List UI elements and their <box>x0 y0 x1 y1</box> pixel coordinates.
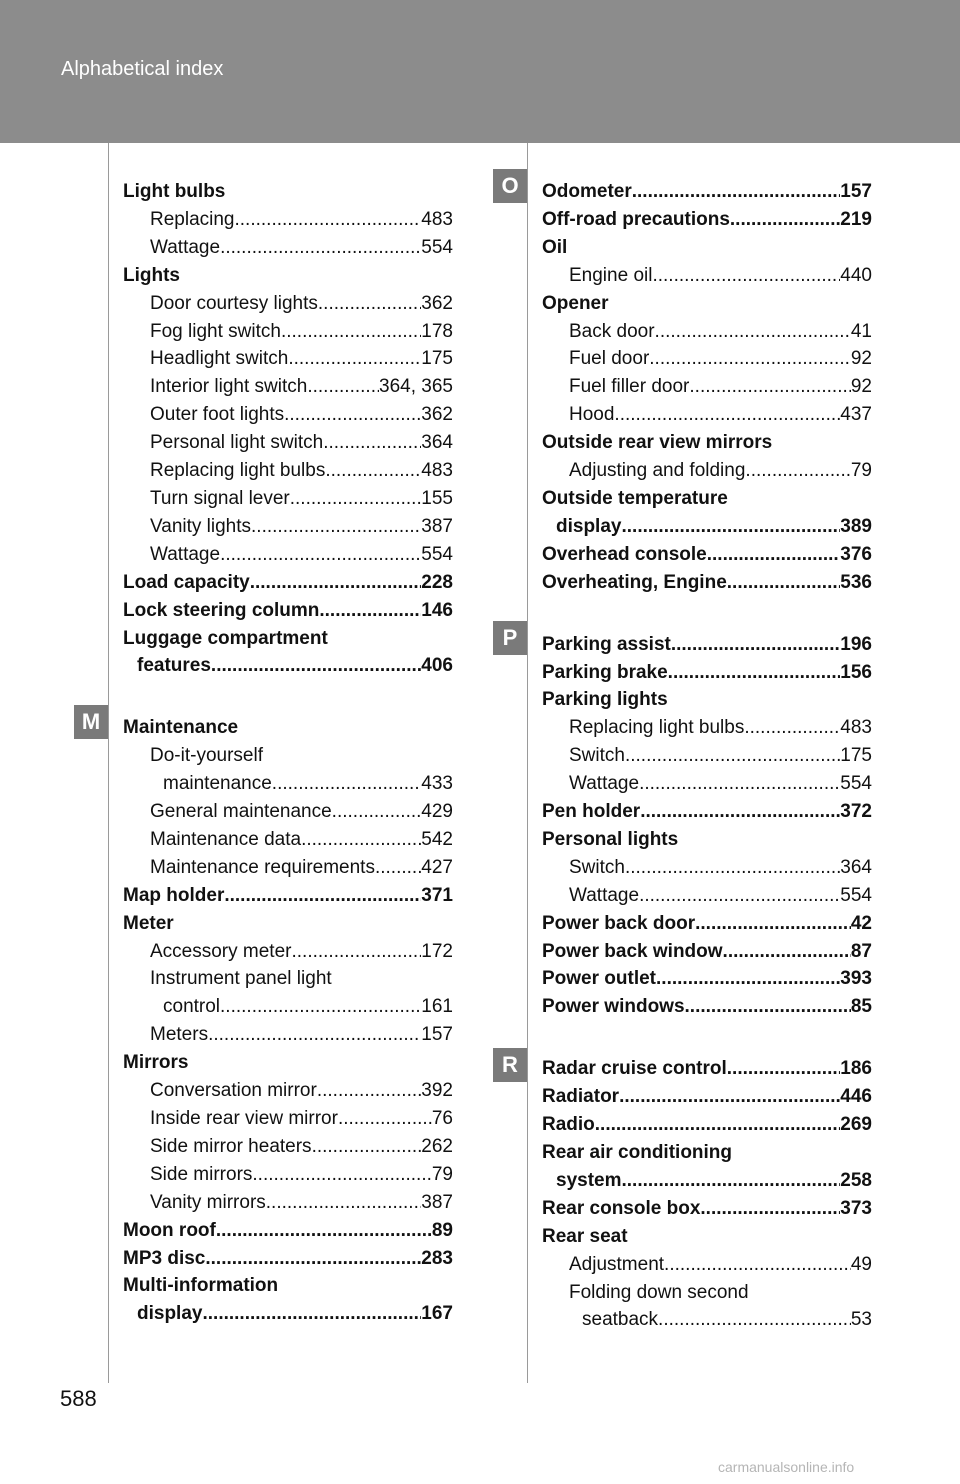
dot-leader <box>625 854 840 882</box>
index-subentry <box>123 206 453 234</box>
page-reference: 483 <box>840 717 872 739</box>
entry-term: Inside rear view mirror <box>150 1108 338 1129</box>
dot-leader <box>216 1217 432 1245</box>
entry-term: Parking lights <box>542 689 668 711</box>
page-reference: 362 <box>421 292 453 314</box>
index-subentry <box>123 513 453 541</box>
entry-term: Outer foot lights <box>150 404 285 426</box>
dot-leader <box>266 1189 422 1217</box>
dot-leader <box>619 1083 840 1111</box>
page-reference: 161 <box>421 996 453 1018</box>
entry-term: Vanity mirrors <box>150 1191 266 1213</box>
page-reference: 362 <box>421 404 453 426</box>
page-reference: 373 <box>840 1197 872 1219</box>
page-reference: 175 <box>840 745 872 767</box>
page-reference: 372 <box>840 801 872 823</box>
entry-term: display <box>137 1303 203 1325</box>
entry-term: Accessory meter <box>150 940 292 962</box>
letter-tab-p: P <box>493 621 527 655</box>
entry-term: Switch <box>569 745 625 767</box>
entry-term: display <box>556 515 622 537</box>
index-subentry <box>542 457 872 485</box>
index-subentry <box>123 290 453 318</box>
entry-term: maintenance <box>163 773 272 795</box>
index-subentry <box>542 854 872 882</box>
page-reference: 157 <box>840 181 872 202</box>
dot-leader <box>689 373 850 401</box>
index-entry <box>542 569 872 597</box>
page-reference: 146 <box>421 599 453 621</box>
entry-term: Overheating, Engine <box>542 571 727 593</box>
letter-tab-o: O <box>493 169 527 203</box>
index-subentry <box>123 993 453 1021</box>
dot-leader <box>211 652 421 680</box>
index-subentry <box>542 1279 872 1307</box>
entry-term: Maintenance data <box>150 828 302 850</box>
dot-leader <box>622 1167 841 1195</box>
page-reference: 437 <box>840 404 872 426</box>
index-entry <box>123 1300 453 1328</box>
page-reference: 228 <box>421 571 453 593</box>
page-reference: 92 <box>850 348 872 370</box>
index-entry <box>123 1245 453 1273</box>
entry-term: Replacing <box>150 208 235 230</box>
entry-term: Replacing light bulbs <box>150 460 326 482</box>
entry-term: MP3 disc <box>123 1247 206 1269</box>
dot-leader <box>614 401 840 429</box>
entry-term: Maintenance requirements <box>150 856 375 878</box>
index-entry <box>542 686 872 714</box>
index-entry <box>542 910 872 938</box>
entry-term: Radio <box>542 1114 595 1136</box>
entry-term: Personal lights <box>542 828 679 850</box>
page-reference: 440 <box>840 264 872 286</box>
index-subentry <box>542 882 872 910</box>
page-reference: 41 <box>850 320 872 342</box>
page-reference: 258 <box>840 1169 872 1191</box>
dot-leader <box>640 798 840 826</box>
entry-term: Rear air conditioning <box>542 1142 733 1163</box>
page-reference: 376 <box>840 543 872 565</box>
entry-term: Switch <box>569 856 625 878</box>
page-reference: 196 <box>840 633 872 655</box>
index-entry <box>123 597 453 625</box>
dot-leader <box>723 938 851 966</box>
dot-leader <box>281 318 421 346</box>
index-subentry <box>123 401 453 429</box>
dot-leader <box>284 401 421 429</box>
page-reference: 483 <box>421 460 453 482</box>
dot-leader <box>625 742 840 770</box>
dot-leader <box>652 262 840 290</box>
index-entry <box>542 234 872 262</box>
index-entry <box>542 541 872 569</box>
dot-leader <box>338 1105 432 1133</box>
index-subentry <box>123 742 453 770</box>
entry-term: Engine oil <box>569 264 653 286</box>
index-entry <box>123 910 453 938</box>
entry-term: Maintenance <box>123 717 239 739</box>
page-reference: 76 <box>431 1108 453 1129</box>
dot-leader <box>202 1300 421 1328</box>
entry-term: Fuel filler door <box>569 376 690 398</box>
dot-leader <box>224 882 421 910</box>
index-subentry <box>542 373 872 401</box>
entry-term: Vanity lights <box>150 515 252 537</box>
entry-term: Back door <box>569 320 655 342</box>
index-entry <box>123 569 453 597</box>
left-column-rule <box>108 143 109 1383</box>
section-gap <box>123 680 453 714</box>
page-reference: 427 <box>421 856 453 878</box>
page-reference: 429 <box>421 801 453 823</box>
dot-leader <box>319 597 421 625</box>
index-subentry <box>123 373 453 401</box>
entry-term: Power outlet <box>542 968 657 990</box>
entry-term: Conversation mirror <box>150 1080 317 1102</box>
dot-leader <box>727 569 841 597</box>
entry-term: Fog light switch <box>150 320 281 342</box>
page-reference: 155 <box>421 487 453 509</box>
page-reference: 483 <box>421 208 453 230</box>
page-reference: 393 <box>840 968 872 990</box>
entry-term: Do-it-yourself <box>150 745 263 767</box>
page-reference: 79 <box>431 1163 453 1185</box>
entry-term: Load capacity <box>123 571 250 593</box>
entry-term: Side mirrors <box>150 1163 253 1185</box>
index-subentry <box>542 714 872 742</box>
index-entry <box>542 798 872 826</box>
dot-leader <box>290 485 422 513</box>
dot-leader <box>632 178 841 206</box>
index-subentry <box>123 541 453 569</box>
index-subentry <box>542 318 872 346</box>
entry-term: Parking assist <box>542 633 671 655</box>
section-gap <box>542 597 872 631</box>
entry-term: Power back door <box>542 912 696 934</box>
dot-leader <box>649 345 851 373</box>
index-subentry <box>123 345 453 373</box>
index-entry <box>542 1167 872 1195</box>
index-subentry <box>542 1306 872 1334</box>
page-reference: 364 <box>840 856 872 878</box>
dot-leader <box>251 513 421 541</box>
entry-term: Door courtesy lights <box>150 292 318 314</box>
page-header <box>0 0 960 143</box>
page-reference: 262 <box>421 1135 453 1157</box>
page-reference: 87 <box>850 940 872 962</box>
index-entry <box>542 659 872 687</box>
page-reference: 89 <box>431 1219 453 1241</box>
page-reference: 392 <box>421 1080 453 1102</box>
index-subentry <box>123 1161 453 1189</box>
dot-leader <box>332 798 422 826</box>
index-entry <box>123 625 453 653</box>
index-entry <box>542 206 872 234</box>
page-reference: 536 <box>840 571 872 593</box>
page-reference: 42 <box>850 912 872 934</box>
entry-term: Radiator <box>542 1086 620 1108</box>
page-reference: 554 <box>421 543 453 565</box>
entry-term: Hood <box>569 404 615 426</box>
index-entry <box>542 1111 872 1139</box>
index-entry <box>542 826 872 854</box>
dot-leader <box>655 318 851 346</box>
dot-leader <box>707 541 841 569</box>
entry-term: Folding down second <box>569 1281 749 1303</box>
index-subentry <box>123 826 453 854</box>
dot-leader <box>700 1195 840 1223</box>
right-column-rule <box>527 143 528 1383</box>
index-subentry <box>542 1251 872 1279</box>
dot-leader <box>250 569 422 597</box>
entry-term: Wattage <box>569 773 640 795</box>
index-entry <box>542 1195 872 1223</box>
entry-term: Light bulbs <box>123 181 226 202</box>
page-reference: 178 <box>421 320 453 342</box>
index-subentry <box>123 1133 453 1161</box>
dot-leader <box>288 345 421 373</box>
index-entry <box>542 1083 872 1111</box>
section-gap <box>542 1021 872 1055</box>
index-entry <box>542 1055 872 1083</box>
dot-leader <box>205 1245 421 1273</box>
entry-term: features <box>137 655 211 677</box>
dot-leader <box>744 714 840 742</box>
page-reference: 167 <box>421 1303 453 1325</box>
page-reference: 406 <box>421 655 453 677</box>
entry-term: Side mirror heaters <box>150 1135 312 1157</box>
entry-term: seatback <box>582 1309 659 1331</box>
page-reference: 53 <box>850 1309 872 1331</box>
dot-leader <box>671 631 840 659</box>
entry-term: Odometer <box>542 181 632 202</box>
index-subentry <box>123 938 453 966</box>
dot-leader <box>220 234 421 262</box>
index-subentry <box>123 1077 453 1105</box>
entry-term: Moon roof <box>123 1219 216 1241</box>
page-reference: 157 <box>421 1024 453 1046</box>
page-reference: 49 <box>850 1253 872 1275</box>
entry-term: Replacing light bulbs <box>569 717 745 739</box>
dot-leader <box>375 854 421 882</box>
page-reference: 446 <box>840 1086 872 1108</box>
index-subentry <box>123 770 453 798</box>
page-reference: 79 <box>850 460 872 482</box>
index-entry <box>123 714 453 742</box>
index-entry <box>542 485 872 513</box>
dot-leader <box>595 1111 841 1139</box>
entry-term: Adjusting and folding <box>569 460 746 482</box>
dot-leader <box>658 1306 851 1334</box>
index-subentry <box>123 1021 453 1049</box>
index-subentry <box>123 234 453 262</box>
dot-leader <box>220 993 421 1021</box>
dot-leader <box>325 457 421 485</box>
page-reference: 387 <box>421 1191 453 1213</box>
index-subentry <box>123 429 453 457</box>
entry-term: General maintenance <box>150 801 332 823</box>
dot-leader <box>621 513 840 541</box>
entry-term: Personal light switch <box>150 432 324 454</box>
left-index-column <box>123 178 453 1328</box>
dot-leader <box>656 965 840 993</box>
page-reference: 156 <box>840 661 872 683</box>
entry-term: Interior light switch <box>150 376 308 398</box>
entry-term: Power back window <box>542 940 723 962</box>
page-reference: 554 <box>421 236 453 258</box>
index-entry <box>542 290 872 318</box>
dot-leader <box>312 1133 422 1161</box>
entry-term: Instrument panel light <box>150 968 332 990</box>
index-entry <box>123 882 453 910</box>
dot-leader <box>272 770 422 798</box>
index-subentry <box>123 854 453 882</box>
index-entry <box>123 1272 453 1300</box>
index-subentry <box>542 742 872 770</box>
section-title: Alphabetical index <box>61 58 224 80</box>
dot-leader <box>730 206 840 234</box>
index-entry <box>542 993 872 1021</box>
index-entry <box>123 178 453 206</box>
page-reference: 172 <box>421 940 453 962</box>
dot-leader <box>664 1251 851 1279</box>
page-reference: 389 <box>840 515 872 537</box>
entry-term: Rear console box <box>542 1197 701 1219</box>
entry-term: Wattage <box>569 884 640 906</box>
page-reference: 364 <box>421 432 453 454</box>
index-subentry <box>123 798 453 826</box>
entry-term: Pen holder <box>542 801 641 823</box>
page-reference: 219 <box>840 208 872 230</box>
index-subentry <box>123 1189 453 1217</box>
index-subentry <box>123 965 453 993</box>
index-entry <box>542 938 872 966</box>
index-subentry <box>542 262 872 290</box>
entry-term: Turn signal lever <box>150 487 290 509</box>
letter-tab-m: M <box>74 705 108 739</box>
entry-term: Rear seat <box>542 1225 628 1247</box>
entry-term: control <box>163 996 221 1018</box>
index-entry <box>542 1139 872 1167</box>
entry-term: Map holder <box>123 884 225 906</box>
entry-term: Lights <box>123 264 180 286</box>
dot-leader <box>235 206 422 234</box>
dot-leader <box>318 290 421 318</box>
dot-leader <box>323 429 421 457</box>
entry-term: Outside rear view mirrors <box>542 432 773 454</box>
page-reference: 85 <box>850 996 872 1018</box>
entry-term: Opener <box>542 292 609 314</box>
dot-leader <box>668 659 841 687</box>
entry-term: Headlight switch <box>150 348 289 370</box>
entry-term: Meters <box>150 1024 209 1046</box>
entry-term: Overhead console <box>542 543 707 565</box>
page-reference: 554 <box>840 773 872 795</box>
index-entry <box>542 1223 872 1251</box>
dot-leader <box>695 910 851 938</box>
dot-leader <box>220 541 421 569</box>
entry-term: Wattage <box>150 236 221 258</box>
index-subentry <box>123 485 453 513</box>
page-reference: 554 <box>840 884 872 906</box>
watermark: carmanualsonline.info <box>718 1459 855 1475</box>
index-entry <box>542 965 872 993</box>
index-entry <box>123 652 453 680</box>
index-subentry <box>123 457 453 485</box>
entry-term: Multi-information <box>123 1275 279 1297</box>
page-reference: 433 <box>421 773 453 795</box>
page-reference: 283 <box>421 1247 453 1269</box>
entry-term: Parking brake <box>542 661 668 683</box>
dot-leader <box>307 373 379 401</box>
dot-leader <box>685 993 851 1021</box>
index-subentry <box>123 1105 453 1133</box>
dot-leader <box>317 1077 421 1105</box>
index-entry <box>542 429 872 457</box>
entry-term: Off-road precautions <box>542 208 730 230</box>
entry-term: system <box>556 1169 622 1191</box>
index-entry <box>123 1217 453 1245</box>
entry-term: Oil <box>542 236 568 258</box>
page-reference: 542 <box>421 828 453 850</box>
index-entry <box>542 513 872 541</box>
entry-term: Fuel door <box>569 348 650 370</box>
entry-term: Lock steering column <box>123 599 320 621</box>
index-subentry <box>542 345 872 373</box>
index-subentry <box>542 401 872 429</box>
dot-leader <box>291 938 421 966</box>
entry-term: Mirrors <box>123 1052 189 1074</box>
dot-leader <box>301 826 421 854</box>
page-reference: 371 <box>421 884 453 906</box>
page-reference: 175 <box>421 348 453 370</box>
entry-term: Outside temperature <box>542 487 728 509</box>
page-reference: 186 <box>840 1058 872 1080</box>
index-entry <box>542 178 872 206</box>
dot-leader <box>727 1055 841 1083</box>
dot-leader <box>639 882 840 910</box>
index-entry <box>542 631 872 659</box>
page-reference: 92 <box>850 376 872 398</box>
index-subentry <box>542 770 872 798</box>
index-subentry <box>123 318 453 346</box>
entry-term: Power windows <box>542 996 685 1018</box>
page-reference: 269 <box>840 1114 872 1136</box>
index-entry <box>123 1049 453 1077</box>
entry-term: Radar cruise control <box>542 1058 727 1080</box>
letter-tab-r: R <box>493 1048 527 1082</box>
index-entry <box>123 262 453 290</box>
dot-leader <box>208 1021 421 1049</box>
entry-term: Wattage <box>150 543 221 565</box>
right-index-column <box>542 178 872 1334</box>
entry-term: Adjustment <box>569 1253 665 1275</box>
page-reference: 364, 365 <box>379 376 453 398</box>
page-reference: 387 <box>421 515 453 537</box>
dot-leader <box>745 457 850 485</box>
dot-leader <box>639 770 840 798</box>
entry-term: Meter <box>123 912 174 934</box>
page-number: 588 <box>60 1386 97 1411</box>
dot-leader <box>252 1161 431 1189</box>
entry-term: Luggage compartment <box>123 627 328 649</box>
